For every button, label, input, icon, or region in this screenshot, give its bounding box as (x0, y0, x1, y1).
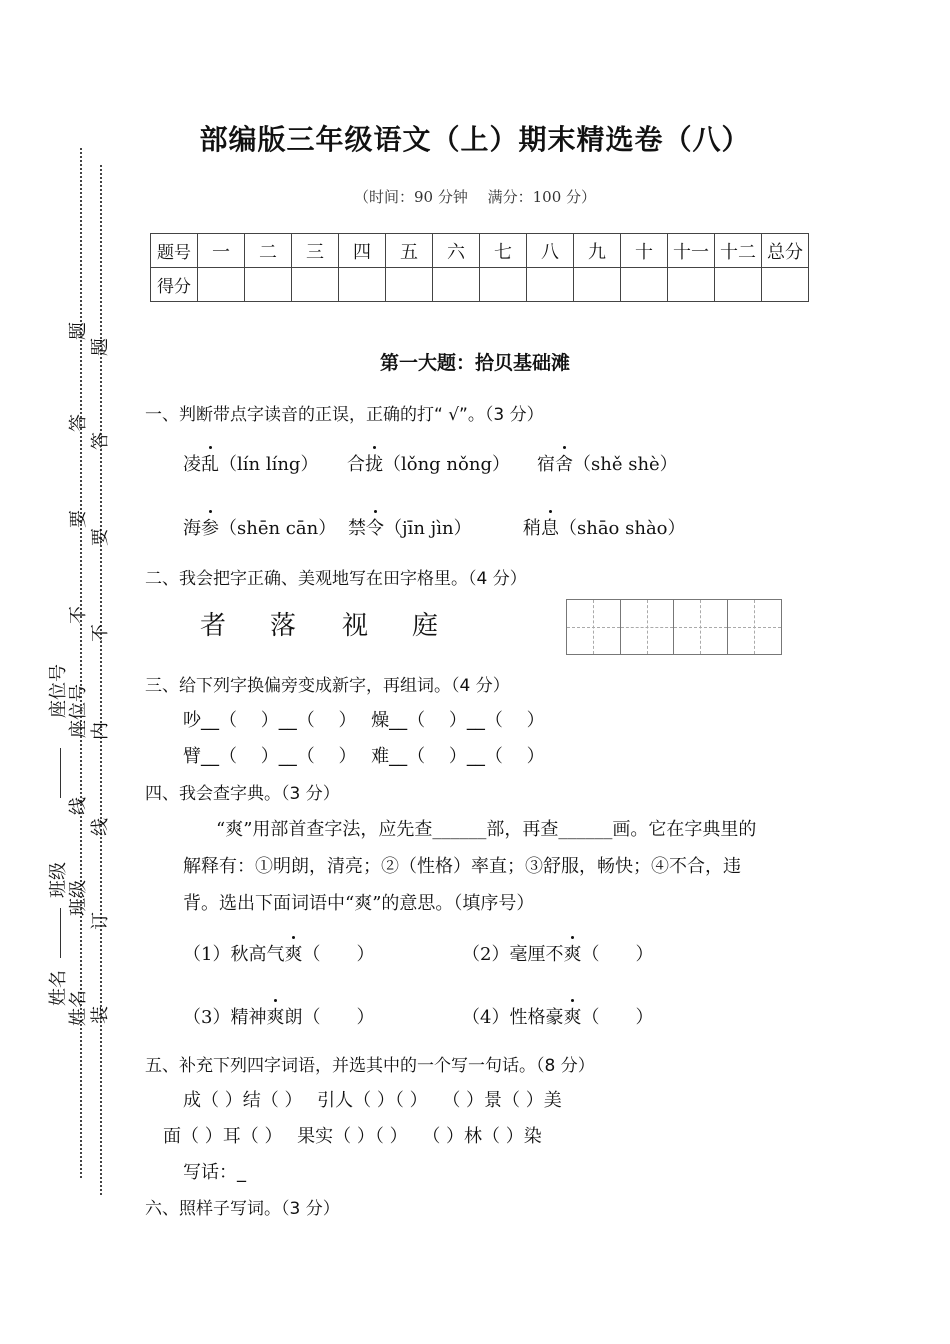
score-col-10: 十 (621, 234, 668, 268)
q5-row-2: 面（ ）耳（ ） 果实（ ）（ ） （ ）林（ ）染 (163, 1126, 542, 1147)
score-cell[interactable] (668, 268, 715, 302)
margin-inner-text-nei: 内 (90, 722, 111, 740)
score-cell[interactable] (292, 268, 339, 302)
q2-char-1: 者 (200, 611, 229, 641)
margin-inner-text-xian-2: 线 (90, 818, 111, 836)
score-col-8: 八 (527, 234, 574, 268)
score-cell[interactable] (245, 268, 292, 302)
q1-item-dotted-char: 息 (541, 514, 559, 540)
score-table-score-row (151, 268, 809, 302)
q1-item-char: 宿 (537, 454, 555, 475)
q2-char-4: 庭 (412, 611, 441, 641)
seat-number-label: 座位号 (48, 664, 69, 718)
q4-option-dotted-char: 爽 (563, 1003, 581, 1029)
tianzige-cell[interactable] (567, 600, 621, 654)
q4-option-dotted-char: 爽 (266, 1003, 284, 1029)
score-cell[interactable] (198, 268, 245, 302)
q1-item-pinyin: （shě shè） (573, 454, 678, 475)
q4-title: 四、我会查字典。（3 分） (145, 784, 340, 804)
q4-option-blank: （ ） (581, 944, 654, 965)
q1-item-2 (347, 450, 510, 476)
score-table-row2-label: 得分 (151, 268, 198, 302)
score-col-12: 十二 (715, 234, 762, 268)
q1-item-4 (183, 514, 336, 540)
page-title: 部编版三年级语文（上）期末精选卷（八） (199, 123, 751, 156)
margin-inner-text-6: 要 (90, 528, 111, 546)
q1-item-dotted-char: 令 (366, 514, 384, 540)
q4-option-text: （3）精神 (183, 1007, 267, 1028)
score-cell[interactable] (433, 268, 480, 302)
score-col-7: 七 (480, 234, 527, 268)
score-cell[interactable] (621, 268, 668, 302)
score-col-9: 九 (574, 234, 621, 268)
q1-title: 一、判断带点字读音的正误，正确的打“ √”。（3 分） (145, 405, 544, 425)
q1-item-pinyin: （lín líng） (219, 454, 319, 475)
q3-row-2: 臂__（ ）__（ ） 难__（ ）__（ ） (183, 746, 545, 767)
q1-item-pinyin: （lǒng nǒng） (383, 454, 510, 475)
class-label: 班级 (48, 862, 69, 898)
q4-option-dotted-char: 爽 (284, 940, 302, 966)
q1-item-dotted-char: 拢 (365, 450, 383, 476)
q1-item-6 (523, 514, 686, 540)
q4-option-text: （1）秋高气 (183, 944, 285, 965)
class-blank-line (60, 908, 63, 958)
margin-inner-text-xian: 线 (68, 797, 89, 815)
score-cell[interactable] (574, 268, 621, 302)
margin-inner-text-4: 答 (90, 432, 111, 450)
seat-blank-line (60, 748, 63, 798)
margin-inner-text-2: 题 (90, 338, 111, 356)
q4-option-2 (462, 940, 653, 966)
q3-title: 三、给下列字换偏旁变成新字，再组词。（4 分） (145, 676, 510, 696)
binding-dotted-line-inner (100, 165, 102, 1195)
score-table (150, 233, 809, 302)
q4-option-4 (462, 1003, 653, 1029)
q4-paragraph-line-1: “爽”用部首查字法，应先查______部，再查______画。它在字典里的 (216, 819, 757, 840)
q1-item-pinyin: （shēn cān） (219, 518, 337, 539)
q1-item-1 (183, 450, 318, 476)
q6-title: 六、照样子写词。（3 分） (145, 1199, 340, 1219)
name-label-2: 姓名 (68, 990, 89, 1026)
margin-inner-text-zhuang: 装 (90, 1006, 111, 1024)
q4-paragraph-line-2: 解释有：①明朗，清亮；②（性格）率直；③舒服，畅快；④不合，违 (183, 856, 741, 877)
q5-write-sentence: 写话：_ (183, 1162, 246, 1183)
q4-option-dotted-char: 爽 (563, 940, 581, 966)
margin-inner-text-1: 题 (68, 322, 89, 340)
q1-item-5 (348, 514, 472, 540)
score-col-5: 五 (386, 234, 433, 268)
q2-title: 二、我会把字正确、美观地写在田字格里。（4 分） (145, 569, 527, 589)
q4-option-1 (183, 940, 374, 966)
tianzige-grid (566, 599, 782, 655)
score-col-total: 总分 (762, 234, 809, 268)
margin-inner-text-8: 不 (90, 624, 111, 642)
q4-option-blank: （ ） (302, 944, 375, 965)
score-col-6: 六 (433, 234, 480, 268)
q5-title: 五、补充下列四字词语，并选其中的一个写一句话。（8 分） (145, 1056, 595, 1076)
q4-paragraph-line-3: 背。选出下面词语中“爽”的意思。（填序号） (183, 893, 535, 914)
q2-char-3: 视 (342, 611, 371, 641)
q4-option-text: （2）毫厘不 (462, 944, 564, 965)
seat-number-label-2: 座位号 (68, 684, 89, 738)
score-cell[interactable] (339, 268, 386, 302)
q4-option-3 (183, 1003, 374, 1029)
tianzige-cell[interactable] (674, 600, 728, 654)
q1-item-pinyin: （shāo shào） (559, 518, 686, 539)
score-col-4: 四 (339, 234, 386, 268)
score-col-2: 二 (245, 234, 292, 268)
q1-item-dotted-char: 乱 (201, 450, 219, 476)
score-table-row1-label: 题号 (151, 234, 198, 268)
score-col-11: 十一 (668, 234, 715, 268)
score-cell[interactable] (762, 268, 809, 302)
score-cell[interactable] (480, 268, 527, 302)
q1-item-char: 禁 (348, 518, 366, 539)
exam-info: （时间：90 分钟 满分：100 分） (353, 188, 597, 206)
score-col-3: 三 (292, 234, 339, 268)
q4-option-blank: 朗（ ） (284, 1007, 375, 1028)
q1-item-pinyin: （jīn jìn） (384, 518, 472, 539)
q1-item-char: 海 (183, 518, 201, 539)
q1-item-char: 合 (347, 454, 365, 475)
score-cell[interactable] (715, 268, 762, 302)
section-1-title: 第一大题：拾贝基础滩 (379, 352, 570, 374)
margin-inner-text-7: 不 (68, 606, 89, 624)
q1-item-3 (537, 450, 678, 476)
q1-item-dotted-char: 参 (201, 514, 219, 540)
q3-row-1: 吵__（ ）__（ ） 燥__（ ）__（ ） (183, 710, 545, 731)
q2-char-2: 落 (270, 611, 299, 641)
q4-option-text: （4）性格豪 (462, 1007, 564, 1028)
score-col-1: 一 (198, 234, 245, 268)
margin-inner-text-ding: 订 (90, 912, 111, 930)
margin-inner-text-5: 要 (68, 510, 89, 528)
margin-inner-text-3: 答 (68, 414, 89, 432)
score-cell[interactable] (527, 268, 574, 302)
q1-item-dotted-char: 舍 (555, 450, 573, 476)
score-cell[interactable] (386, 268, 433, 302)
name-label: 姓名 (48, 970, 69, 1006)
q1-item-char: 稍 (523, 518, 541, 539)
q5-row-1: 成（ ）结（ ） 引人（ ）（ ） （ ）景（ ）美 (183, 1090, 562, 1111)
tianzige-cell[interactable] (621, 600, 675, 654)
q4-option-blank: （ ） (581, 1007, 654, 1028)
q1-item-char: 凌 (183, 454, 201, 475)
class-label-2: 班级 (68, 880, 89, 916)
score-table-header-row (151, 234, 809, 268)
tianzige-cell[interactable] (728, 600, 782, 654)
